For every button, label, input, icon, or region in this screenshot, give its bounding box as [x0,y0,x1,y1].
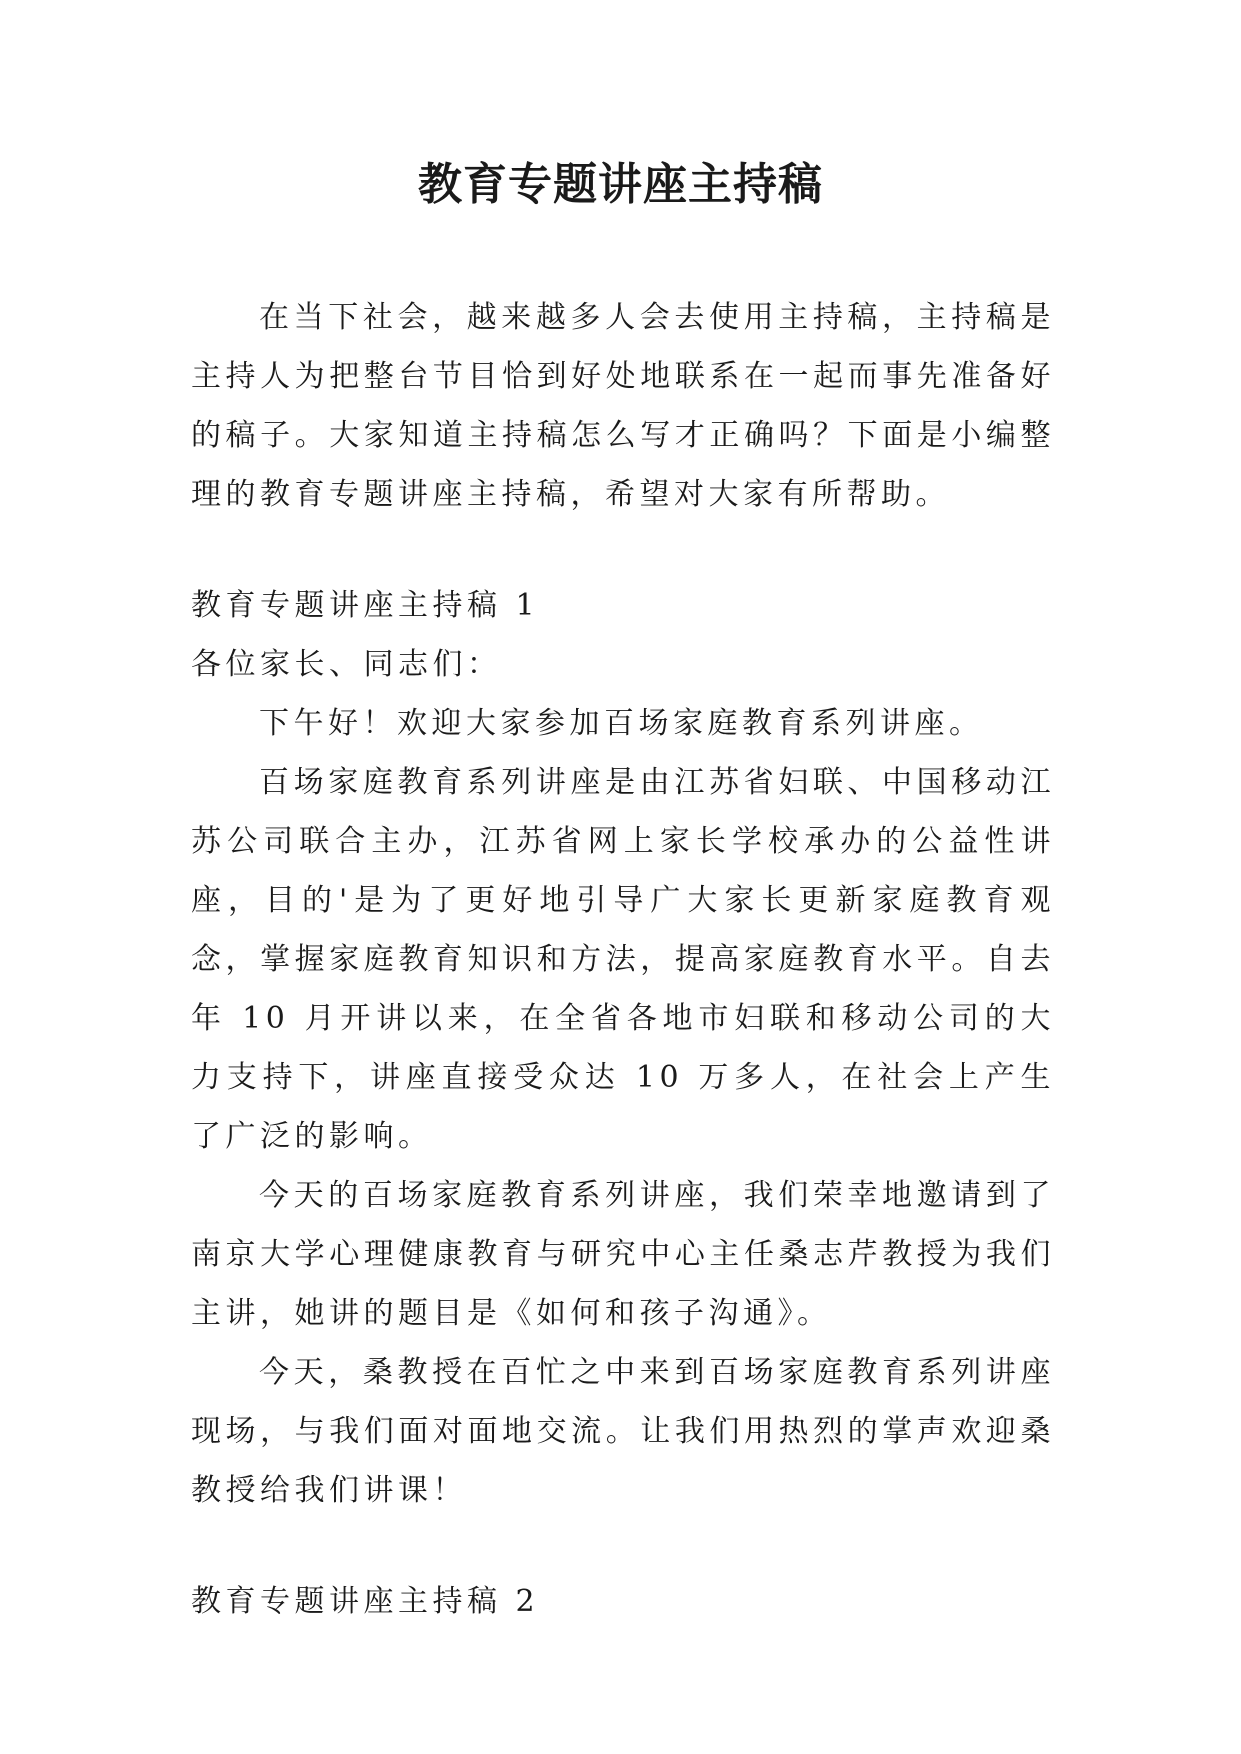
intro-paragraph: 在当下社会，越来越多人会去使用主持稿，主持稿是主持人为把整台节目恰到好处地联系在一起而事先准备好的稿子。大家知道主持稿怎么写才正确吗？下面是小编整理的教育专题讲座主持稿，希望对大家有所帮助。 [191,300,1055,512]
section-1-paragraph: 今天的百场家庭教育系列讲座，我们荣幸地邀请到了南京大学心理健康教育与研究中心主任桑志芹教授为我们主讲，她讲的题目是《如何和孩子沟通》。 [191,1178,1055,1331]
section-1-paragraph: 百场家庭教育系列讲座是由江苏省妇联、中国移动江苏公司联合主办，江苏省网上家长学校承办的公益性讲座，目的'是为了更好地引导广大家长更新家庭教育观念，掌握家庭教育知识和方法，提高家庭教育水平。自去年 10 月开讲以来，在全省各地市妇联和移动公司的大力支持下，讲座直接受众达 10 万多人，在社会上产生了广泛的影响。 [191,765,1055,1154]
section-2-heading: 教育专题讲座主持稿 2 [191,1584,540,1619]
section-1-salutation: 各位家长、同志们： [191,647,502,682]
section-1-paragraph: 下午好！欢迎大家参加百场家庭教育系列讲座。 [259,706,984,741]
section-1-paragraph: 今天，桑教授在百忙之中来到百场家庭教育系列讲座现场，与我们面对面地交流。让我们用热烈的掌声欢迎桑教授给我们讲课！ [191,1355,1055,1508]
section-1-heading: 教育专题讲座主持稿 1 [191,588,540,623]
document-body [191,288,1055,1631]
document-title: 教育专题讲座主持稿 [418,159,823,210]
